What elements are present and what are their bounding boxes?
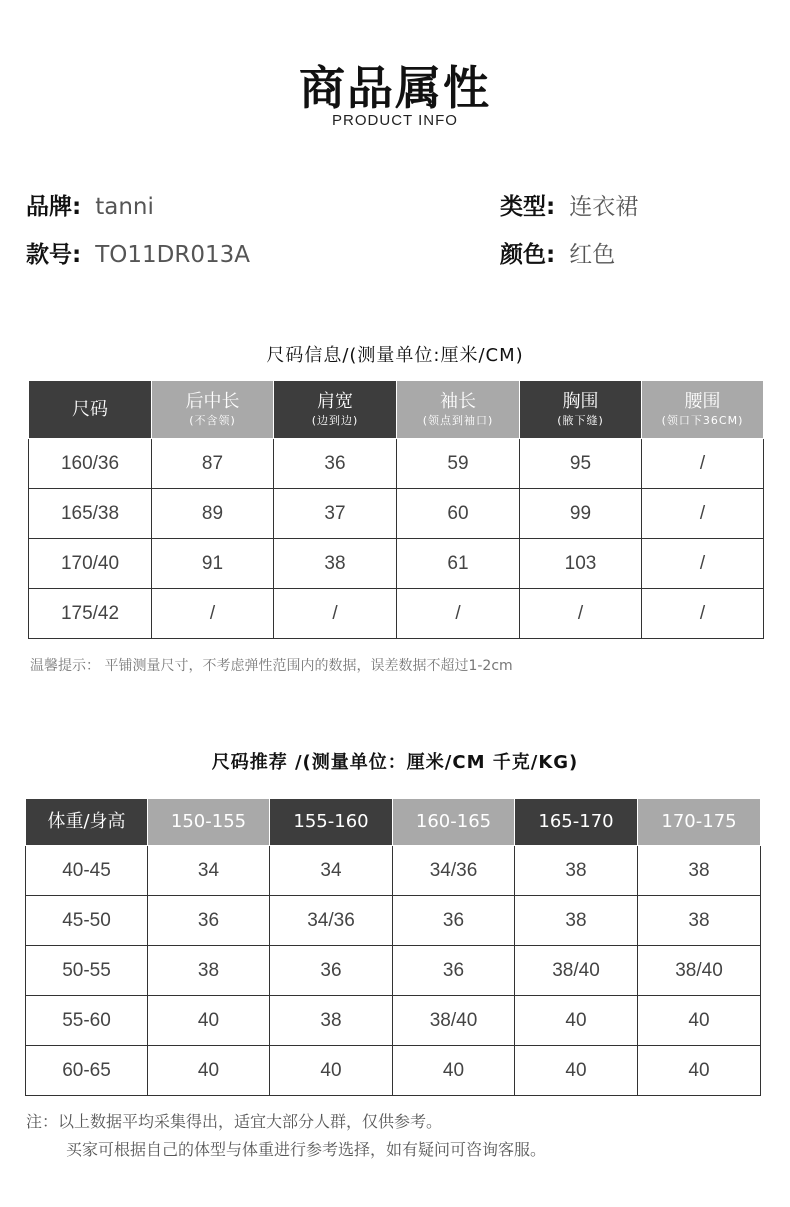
table-cell: 36 <box>270 946 393 996</box>
attr-color <box>500 236 615 269</box>
table-cell: 38/40 <box>515 946 638 996</box>
table-row <box>26 996 761 1046</box>
table-row <box>29 439 764 489</box>
table-cell: 34 <box>148 846 270 896</box>
table-cell: 37 <box>274 489 397 539</box>
table-cell: / <box>642 539 764 589</box>
attr-brand-key: 品牌: <box>26 194 82 220</box>
header-height-150-155: 150-155 <box>148 799 270 846</box>
size-recommend-header-row <box>26 799 761 846</box>
attr-brand <box>26 188 154 221</box>
recommend-note-line1: 注：以上数据平均采集得出，适宜大部分人群，仅供参考。 <box>26 1112 443 1131</box>
size-info-title: 尺码信息/(测量单位:厘米/CM) <box>266 345 524 366</box>
header-height-170-175: 170-175 <box>638 799 761 846</box>
table-cell: / <box>642 489 764 539</box>
table-cell: 103 <box>520 539 642 589</box>
attr-color-key: 颜色: <box>500 242 556 268</box>
header-size: 尺码 <box>29 381 152 439</box>
table-cell: 40 <box>148 1046 270 1096</box>
table-cell: 40-45 <box>26 846 148 896</box>
table-cell: 175/42 <box>29 589 152 639</box>
table-cell: 36 <box>274 439 397 489</box>
table-cell: 34/36 <box>393 846 515 896</box>
table-cell: 40 <box>515 996 638 1046</box>
table-cell: / <box>642 589 764 639</box>
size-info-header-row <box>29 381 764 439</box>
table-cell: 45-50 <box>26 896 148 946</box>
table-cell: 38 <box>638 896 761 946</box>
table-cell: 91 <box>152 539 274 589</box>
table-cell: 95 <box>520 439 642 489</box>
table-cell: 170/40 <box>29 539 152 589</box>
table-row <box>26 846 761 896</box>
table-cell: 55-60 <box>26 996 148 1046</box>
table-cell: 40 <box>638 996 761 1046</box>
table-cell: 60 <box>397 489 520 539</box>
table-row <box>29 489 764 539</box>
table-row <box>26 1046 761 1096</box>
table-cell: 160/36 <box>29 439 152 489</box>
table-cell: 59 <box>397 439 520 489</box>
table-cell: 36 <box>393 946 515 996</box>
table-cell: 38/40 <box>393 996 515 1046</box>
attr-style-no-value: TO11DR013A <box>95 242 250 268</box>
table-cell: / <box>152 589 274 639</box>
table-cell: 38 <box>515 846 638 896</box>
table-cell: 165/38 <box>29 489 152 539</box>
header-height-160-165: 160-165 <box>393 799 515 846</box>
page-subtitle: PRODUCT INFO <box>332 112 458 129</box>
attr-type <box>500 188 638 221</box>
table-row <box>29 589 764 639</box>
header-sleeve: 袖长 (领点到袖口) <box>397 381 520 439</box>
size-info-table <box>28 380 764 639</box>
table-cell: 40 <box>515 1046 638 1096</box>
attr-brand-value: tanni <box>95 194 154 220</box>
header-weight-height: 体重/身高 <box>26 799 148 846</box>
table-cell: 38/40 <box>638 946 761 996</box>
table-cell: 50-55 <box>26 946 148 996</box>
recommend-note-line2: 买家可根据自己的体型与体重进行参考选择，如有疑问可咨询客服。 <box>66 1140 547 1159</box>
attr-style-no-key: 款号: <box>26 242 82 268</box>
table-cell: 40 <box>148 996 270 1046</box>
table-cell: 40 <box>638 1046 761 1096</box>
table-cell: 38 <box>148 946 270 996</box>
table-cell: 87 <box>152 439 274 489</box>
table-row <box>26 896 761 946</box>
table-row <box>29 539 764 589</box>
table-cell: 40 <box>393 1046 515 1096</box>
table-cell: 99 <box>520 489 642 539</box>
table-cell: 40 <box>270 1046 393 1096</box>
table-cell: 36 <box>148 896 270 946</box>
table-cell: 89 <box>152 489 274 539</box>
size-recommend-table <box>25 798 761 1096</box>
size-info-note: 温馨提示： 平铺测量尺寸，不考虑弹性范围内的数据，误差数据不超过1-2cm <box>30 658 513 674</box>
header-back-length: 后中长 (不含领) <box>152 381 274 439</box>
header-shoulder: 肩宽 (边到边) <box>274 381 397 439</box>
page-title: 商品属性 <box>299 61 491 115</box>
table-cell: 38 <box>274 539 397 589</box>
table-cell: 38 <box>270 996 393 1046</box>
table-cell: / <box>642 439 764 489</box>
table-row <box>26 946 761 996</box>
table-cell: 38 <box>515 896 638 946</box>
attr-type-value: 连衣裙 <box>569 194 639 220</box>
attr-color-value: 红色 <box>569 242 616 268</box>
table-cell: / <box>520 589 642 639</box>
header-waist: 腰围 (领口下36CM) <box>642 381 764 439</box>
header-height-155-160: 155-160 <box>270 799 393 846</box>
attr-style-no <box>26 236 250 269</box>
table-cell: 36 <box>393 896 515 946</box>
size-recommend-title: 尺码推荐 /(测量单位：厘米/CM 千克/KG) <box>211 752 579 773</box>
table-cell: 34/36 <box>270 896 393 946</box>
table-cell: / <box>397 589 520 639</box>
header-chest: 胸围 (腋下缝) <box>520 381 642 439</box>
header-height-165-170: 165-170 <box>515 799 638 846</box>
table-cell: / <box>274 589 397 639</box>
attr-type-key: 类型: <box>500 194 556 220</box>
table-cell: 61 <box>397 539 520 589</box>
table-cell: 60-65 <box>26 1046 148 1096</box>
table-cell: 38 <box>638 846 761 896</box>
table-cell: 34 <box>270 846 393 896</box>
